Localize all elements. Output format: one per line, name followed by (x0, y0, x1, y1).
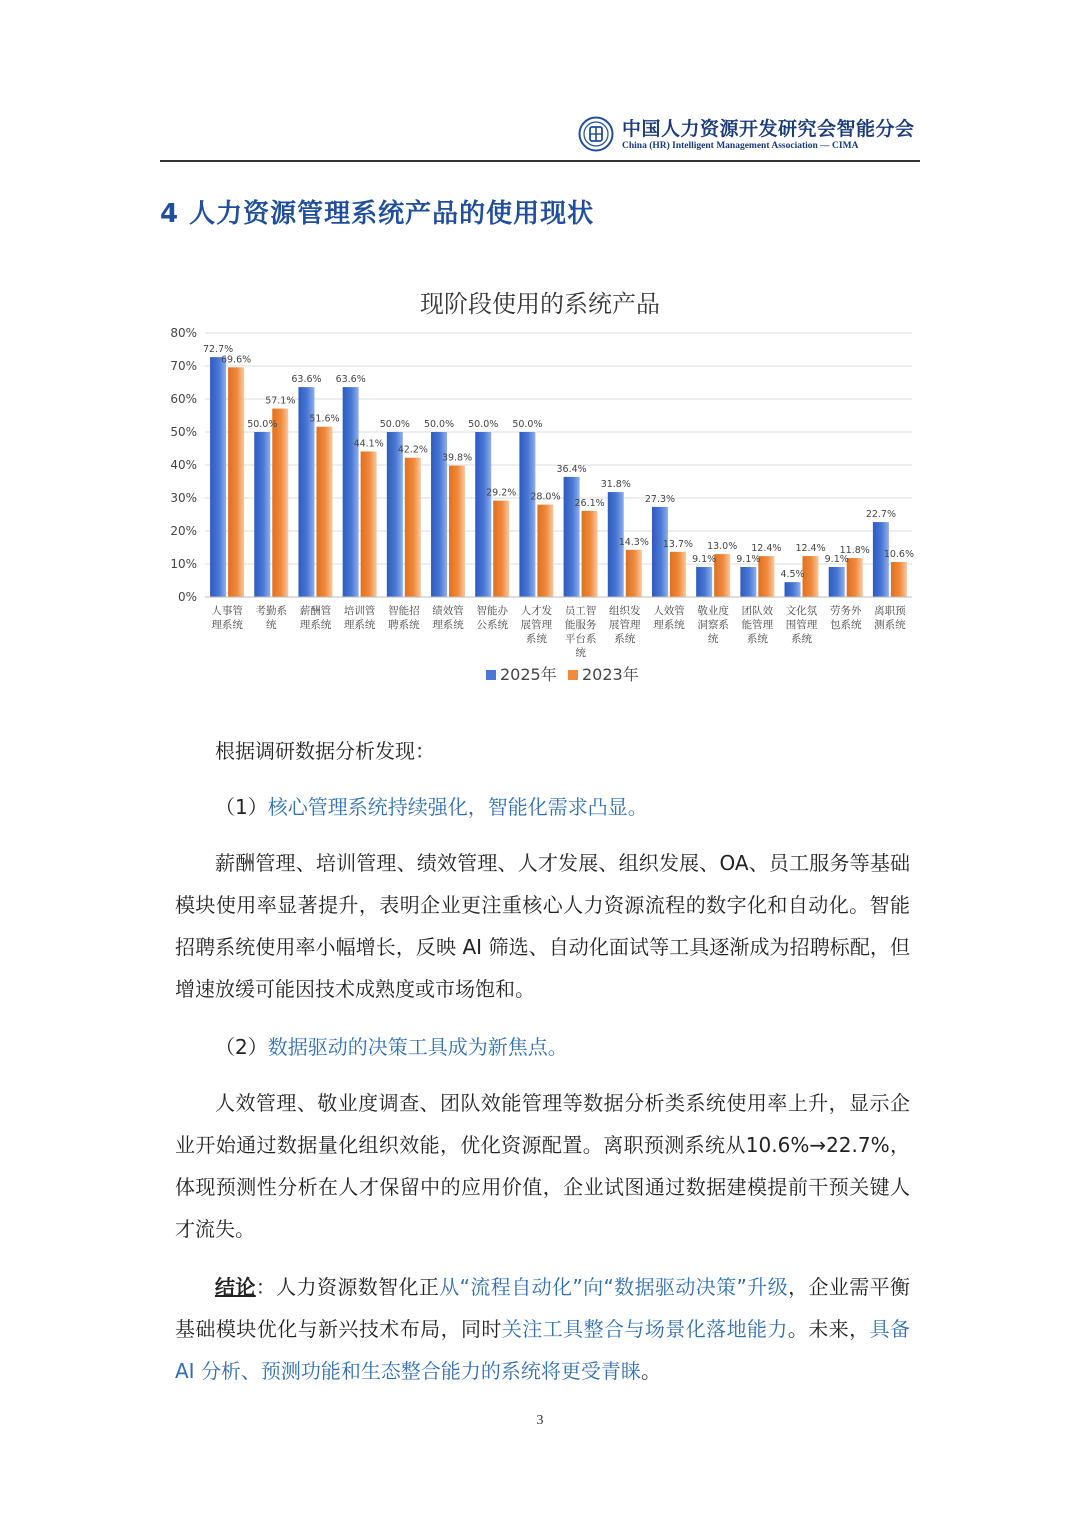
bar-2023 (847, 558, 863, 597)
point-2-heading (175, 1026, 910, 1068)
bar-2023 (670, 552, 686, 597)
data-label-2023: 39.8% (441, 452, 473, 464)
point-1 (175, 786, 910, 828)
conclusion (175, 1266, 910, 1392)
y-tick-label: 80% (170, 326, 197, 340)
bar-2023 (582, 511, 598, 597)
x-category-label: 团队效 (741, 605, 774, 617)
x-category-label: 劳务外 (829, 605, 862, 617)
x-category-label: 智能办 (476, 605, 508, 617)
x-category-label: 人效管 (653, 605, 685, 617)
x-category-label: 公系统 (476, 619, 508, 631)
x-category-label: 薪酬管 (299, 605, 332, 617)
data-label-2023: 51.6% (309, 413, 340, 425)
data-label-2023: 44.1% (353, 438, 384, 450)
bar-2025 (343, 387, 359, 597)
bar-2025 (475, 432, 491, 597)
y-tick-label: 0% (177, 590, 197, 604)
bar-2025 (740, 567, 756, 597)
x-category-label: 考勤系 (255, 605, 288, 617)
data-label-2025: 22.7% (865, 509, 896, 521)
x-category-label: 测系统 (874, 619, 906, 631)
bar-2023 (714, 554, 730, 597)
conclusion-highlight-1: 从“流程自动化”向“数据驱动决策”升级 (439, 1275, 789, 1299)
x-category-label: 组织发 (609, 605, 641, 617)
x-category-label: 理系统 (299, 619, 332, 631)
data-label-2023: 12.4% (751, 543, 782, 555)
x-category-label: 系统 (525, 633, 547, 645)
paragraph-2-text: 人效管理、敬业度调查、团队效能管理等数据分析类系统使用率上升，显示企业开始通过数据量化组织效能，优化资源配置。离职预测系统从10.6%→22.7%，体现预测性分析在人才保留中的应用价值，企业试图通过数据建模提前干预关键人才流失。 (175, 1091, 910, 1241)
x-category-label: 统 (266, 619, 277, 631)
bar-2023 (626, 550, 642, 597)
chart-bars (210, 357, 907, 597)
x-category-label: 离职预 (874, 605, 906, 617)
bar-2023 (758, 556, 774, 597)
data-label-2025: 27.3% (644, 493, 676, 505)
y-tick-label: 70% (170, 359, 197, 373)
conclusion-highlight-2: 关注工具整合与场景化落地能力 (501, 1317, 788, 1341)
x-category-label: 统 (575, 647, 586, 659)
bar-2025 (564, 477, 580, 597)
x-category-label: 平台系 (564, 633, 597, 645)
data-label-2023: 69.6% (221, 354, 252, 366)
x-category-label: 能服务 (564, 619, 597, 631)
paragraph-1-text: 薪酬管理、培训管理、绩效管理、人才发展、组织发展、OA、员工服务等基础模块使用率显著提升，表明企业更注重核心人力资源流程的数字化和自动化。智能招聘系统使用率小幅增长，反映 AI 筛选、自动化面试等工具逐渐成为招聘标配，但增速放缓可能因技术成熟度或市场饱和。 (175, 851, 910, 1001)
bar-2025 (387, 432, 403, 597)
data-label-2025: 4.5% (780, 569, 805, 581)
data-label-2023: 11.8% (839, 545, 870, 557)
data-label-2025: 9.1% (824, 553, 849, 565)
section-title: 4 人力资源管理系统产品的使用现状 (160, 199, 595, 229)
x-category-label: 理系统 (211, 619, 243, 631)
bar-2023 (405, 458, 421, 597)
x-category-label: 统 (707, 633, 719, 645)
conclusion-part-3: 。未来， (787, 1317, 870, 1341)
page-number: 3 (536, 1413, 544, 1428)
x-category-label: 培训管 (343, 605, 376, 617)
x-category-label: 理系统 (343, 619, 376, 631)
conclusion-part-1: 人力资源数智化正 (276, 1275, 440, 1299)
conclusion-colon: ： (255, 1275, 277, 1299)
x-category-label: 人才发 (520, 605, 553, 617)
point-2-title: 数据驱动的决策工具成为新焦点。 (267, 1035, 568, 1059)
point-1-title: 核心管理系统持续强化，智能化需求凸显。 (267, 795, 648, 819)
data-label-2023: 26.1% (574, 497, 605, 509)
bar-2025 (254, 432, 270, 597)
y-tick-label: 60% (170, 392, 197, 406)
data-label-2025: 63.6% (291, 374, 322, 386)
x-category-label: 聘系统 (388, 619, 420, 631)
bar-2023 (228, 367, 244, 597)
org-name-en: China (HR) Intelligent Management Association — CIMA (622, 141, 859, 151)
point-1-number: （1） (215, 795, 268, 819)
x-category-label: 能管理 (741, 619, 774, 631)
x-category-label: 绩效管 (432, 605, 464, 617)
intro-text: 根据调研数据分析发现： (215, 739, 435, 763)
bar-2023 (361, 451, 377, 597)
data-label-2023: 28.0% (530, 491, 561, 503)
y-tick-label: 20% (170, 524, 197, 538)
data-label-2023: 10.6% (883, 549, 914, 561)
intro-line (175, 730, 910, 772)
point-2 (175, 1026, 910, 1068)
x-category-label: 智能招 (388, 605, 420, 617)
chart-x-axis (205, 597, 912, 659)
page-header (160, 108, 920, 162)
y-tick-label: 40% (170, 458, 197, 472)
x-category-label: 展管理 (609, 619, 641, 631)
conclusion-end: 。 (640, 1359, 661, 1383)
data-label-2025: 63.6% (335, 374, 366, 386)
legend-swatch-2025 (486, 670, 496, 680)
bar-2023 (537, 505, 553, 597)
x-category-label: 文化氛 (785, 605, 818, 617)
data-label-2023: 57.1% (265, 395, 296, 407)
x-category-label: 系统 (614, 633, 636, 645)
y-tick-label: 50% (170, 425, 197, 439)
cima-logo-icon (578, 116, 614, 152)
data-label-2023: 13.7% (662, 538, 694, 550)
data-label-2023: 42.2% (397, 444, 428, 456)
paragraph-2 (175, 1082, 910, 1250)
bar-2023 (891, 562, 907, 597)
bar-2025 (519, 432, 535, 597)
data-label-2023: 12.4% (795, 543, 826, 555)
bar-2023 (449, 466, 465, 597)
data-label-2025: 50.0% (512, 419, 543, 430)
data-label-2023: 29.2% (486, 487, 517, 499)
data-label-2025: 50.0% (468, 419, 499, 430)
data-label-2023: 13.0% (707, 541, 738, 553)
bar-2023 (316, 427, 332, 597)
chart-y-axis (170, 326, 197, 604)
data-label-2023: 14.3% (618, 536, 649, 548)
data-label-2025: 9.1% (736, 553, 761, 565)
conclusion-label: 结论 (215, 1275, 256, 1299)
y-tick-label: 30% (170, 491, 197, 505)
bar-2023 (493, 501, 509, 597)
x-category-label: 围管理 (785, 619, 818, 631)
x-category-label: 理系统 (432, 619, 464, 631)
y-tick-label: 10% (170, 557, 197, 571)
x-category-label: 系统 (746, 633, 768, 645)
x-category-label: 系统 (791, 633, 813, 645)
x-category-label: 人事管 (211, 605, 243, 617)
bar-2023 (803, 556, 819, 597)
x-category-label: 包系统 (829, 619, 862, 631)
data-label-2025: 50.0% (423, 419, 455, 430)
bar-2023 (272, 409, 288, 597)
bar-2025 (696, 567, 712, 597)
legend-swatch-2023 (568, 670, 578, 680)
data-label-2025: 31.8% (600, 479, 631, 491)
chart-title: 现阶段使用的系统产品 (420, 290, 660, 318)
bar-2025 (785, 582, 801, 597)
legend-label-2025: 2025年 (500, 665, 557, 684)
point-1-heading (175, 786, 910, 828)
data-label-2025: 50.0% (247, 419, 278, 430)
data-label-2025: 72.7% (203, 344, 234, 356)
conclusion-highlight-3: 具备 AI 分析、预测功能和生态整合能力的系统将更受青睐 (175, 1317, 911, 1383)
conclusion-part-2: ，企业需平衡基础模块优化与新兴技术布局，同时 (175, 1275, 911, 1341)
bar-2025 (829, 567, 845, 597)
data-label-2025: 36.4% (556, 463, 587, 475)
conclusion-text (175, 1266, 910, 1392)
x-category-label: 展管理 (520, 619, 553, 631)
bar-2025 (210, 357, 226, 597)
x-category-label: 洞察系 (697, 619, 729, 631)
bar-2025 (652, 507, 668, 597)
data-label-2025: 9.1% (692, 553, 717, 565)
usage-bar-chart (160, 275, 920, 700)
paragraph-1 (175, 842, 910, 1010)
point-2-number: （2） (215, 1035, 268, 1059)
org-name-cn: 中国人力资源开发研究会智能分会 (622, 118, 915, 140)
data-label-2025: 50.0% (379, 419, 410, 430)
x-category-label: 敬业度 (697, 605, 729, 617)
chart-legend (486, 665, 639, 684)
x-category-label: 理系统 (653, 619, 685, 631)
x-category-label: 员工智 (564, 605, 597, 617)
legend-label-2023: 2023年 (582, 665, 639, 684)
